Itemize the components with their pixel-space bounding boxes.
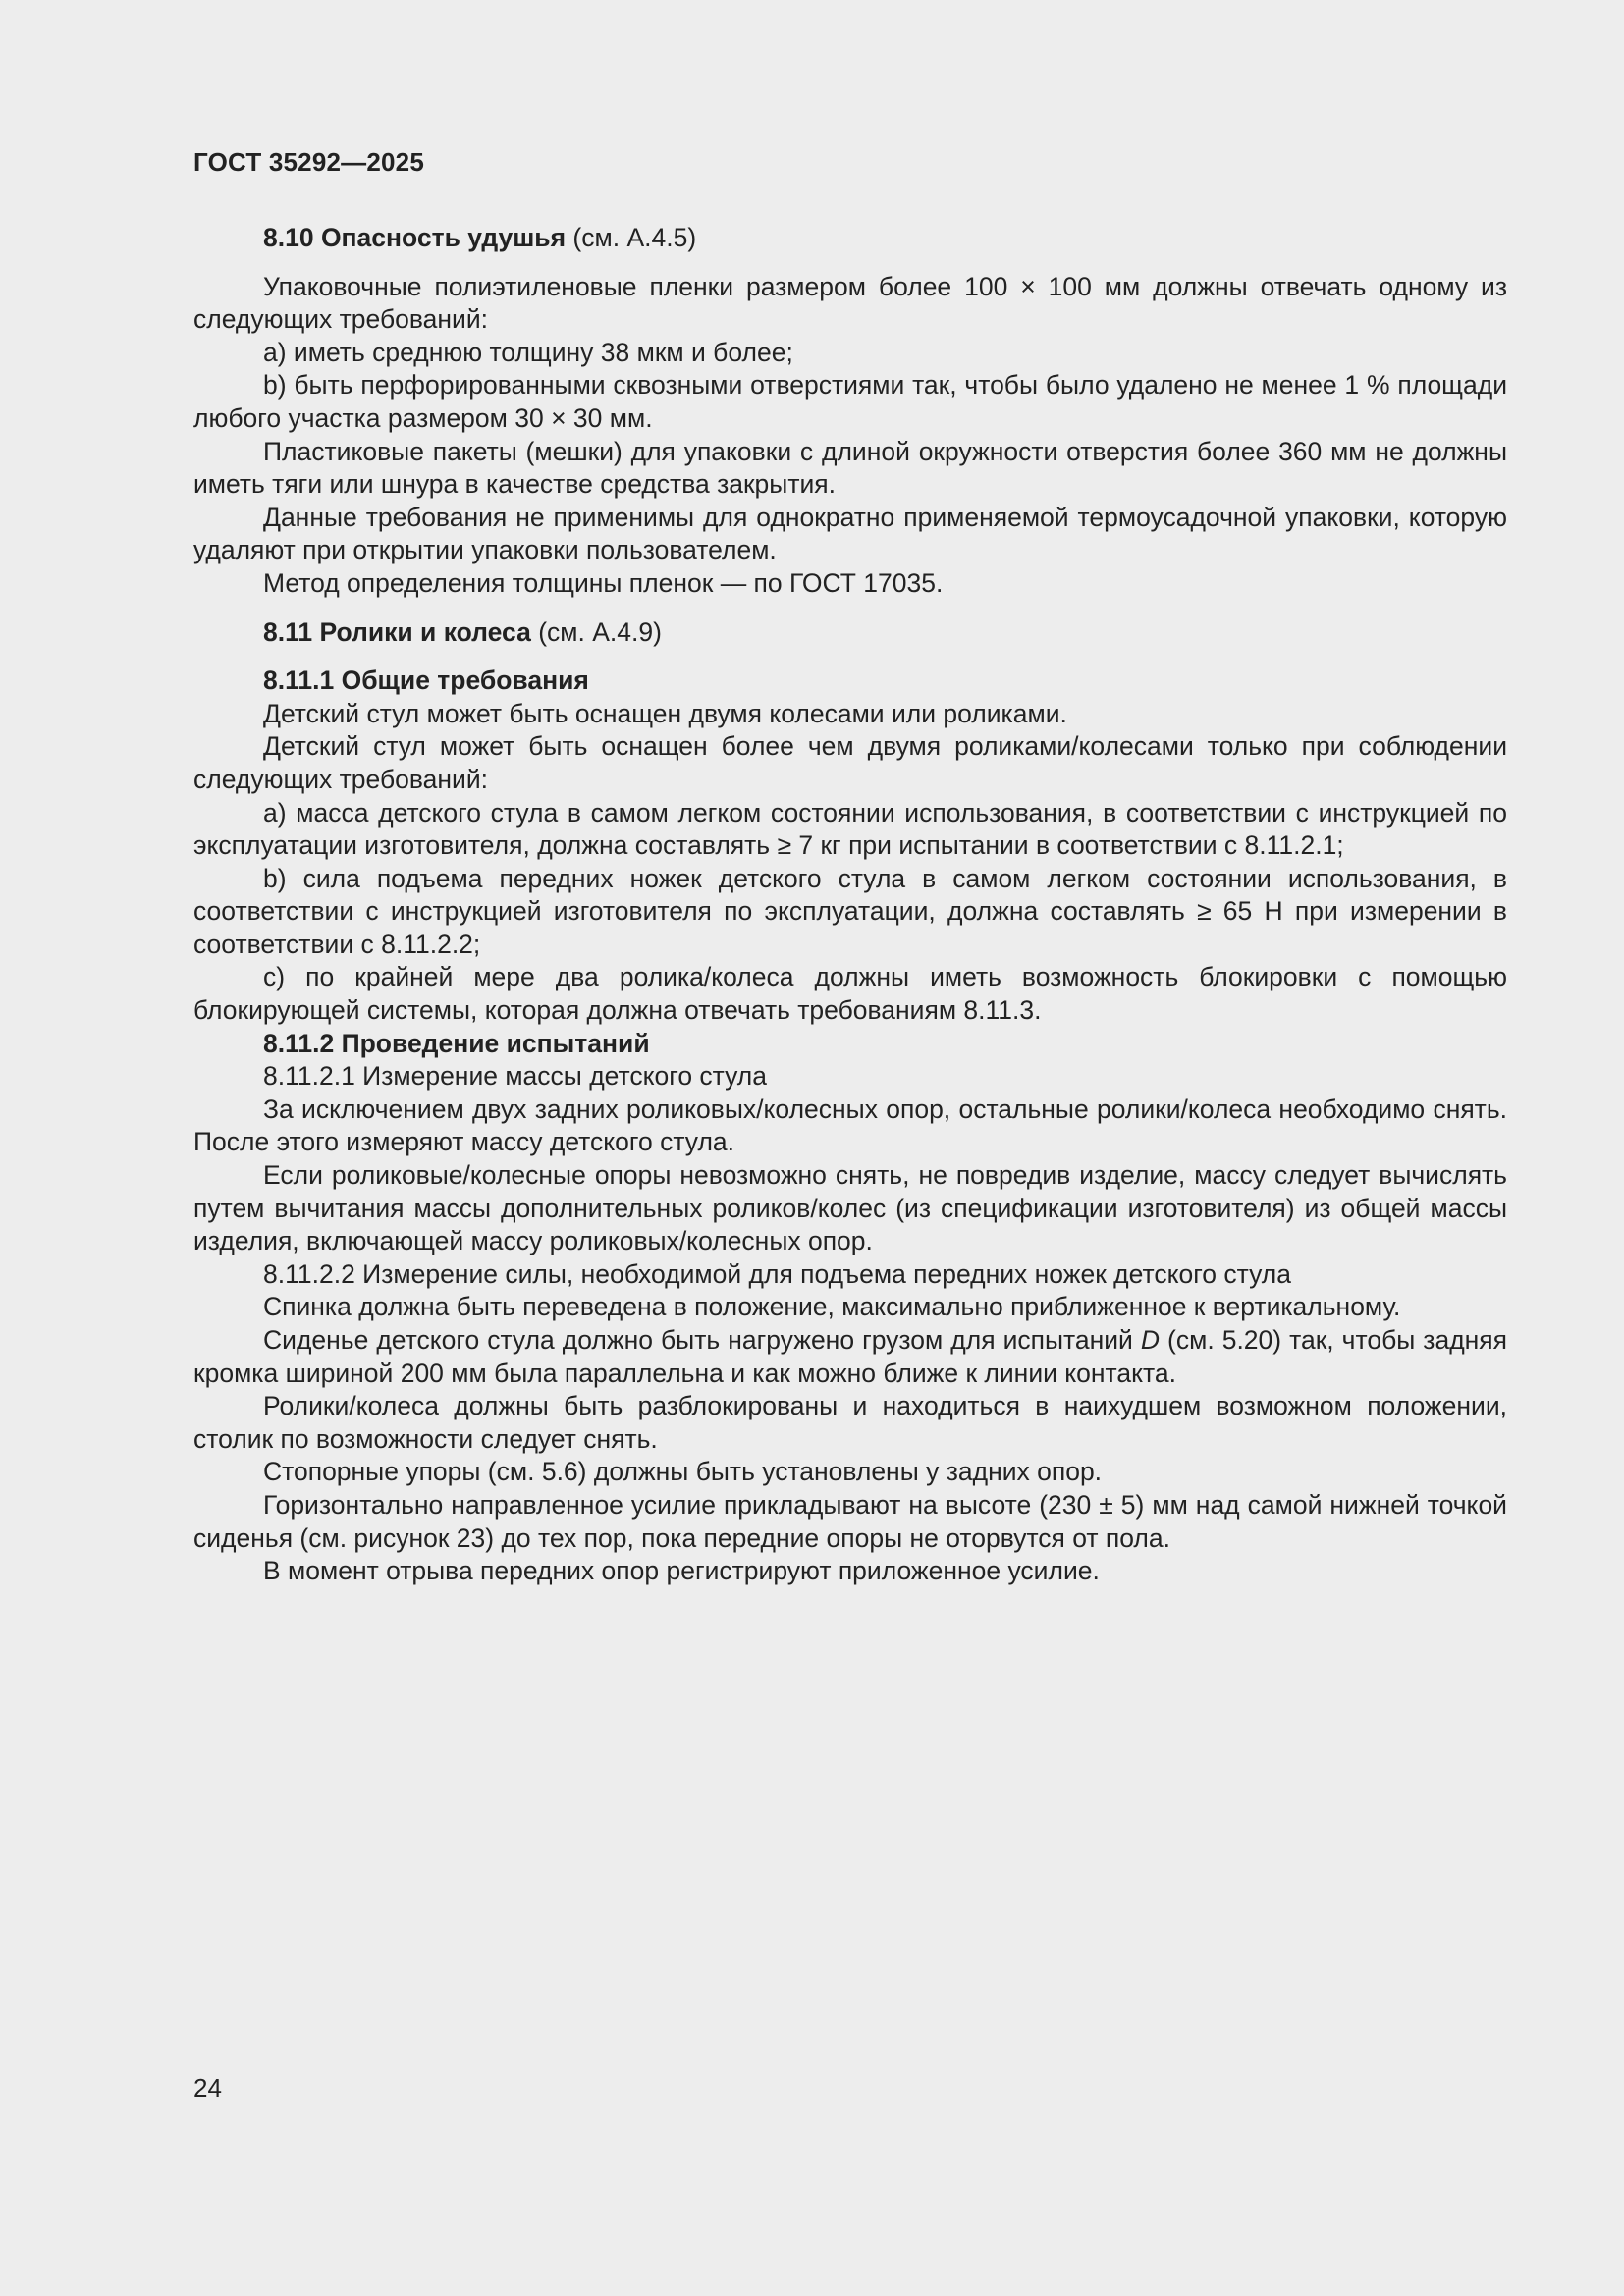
section-8-11-heading (193, 616, 1507, 650)
document-body (193, 222, 1507, 1588)
paragraph (193, 1324, 1507, 1390)
paragraph: Детский стул может быть оснащен более чем двумя роликами/колесами только при соблюдении следующих требований: (193, 731, 1507, 794)
paragraph-text: (см. 5.20) так, чтобы задняя кромка шириной 200 мм была параллельна и как можно ближе к линии контакта. (193, 1325, 1507, 1388)
section-8-10-title: 8.10 Опасность удушья (263, 223, 567, 252)
paragraph: За исключением двух задних роликовых/колесных опор, остальные ролики/колеса необходимо снять. После этого измеряют массу детского стула. (193, 1094, 1507, 1157)
document-header: ГОСТ 35292—2025 (193, 147, 424, 177)
paragraph: Пластиковые пакеты (мешки) для упаковки с длиной окружности отверстия более 360 мм не должны иметь тяги или шнура в качестве средства закрытия. (193, 436, 1507, 500)
subsection-8-11-2-1-heading: 8.11.2.1 Измерение массы детского стула (263, 1061, 767, 1092)
list-item-c: c) по крайней мере два ролика/колеса должны иметь возможность блокировки с помощью блокирующей системы, которая должна отвечать требованиям 8.11.3. (193, 962, 1507, 1026)
list-item-a: a) масса детского стула в самом легком состоянии использования, в соответствии с инструкцией по эксплуатации изготовителя, должна составлять ≥ 7 кг при испытании в соответствии с 8.11.2.1; (193, 797, 1507, 861)
subsection-8-11-2-heading: 8.11.2 Проведение испытаний (263, 1028, 650, 1058)
section-8-11-title: 8.11 Ролики и колеса (263, 616, 531, 647)
paragraph: Данные требования не применимы для однократно применяемой термоусадочной упаковки, которую удаляют при открытии упаковки пользователем. (193, 502, 1507, 565)
list-item-b: b) быть перфорированными сквозными отверстиями так, чтобы было удалено не менее 1 % площади любого участка размером 30 × 30 мм. (193, 370, 1507, 433)
page-number: 24 (193, 2073, 222, 2103)
paragraph-text: Сиденье детского стула должно быть нагружено грузом для испытаний (263, 1325, 1141, 1355)
subsection-8-11-2-2-heading: 8.11.2.2 Измерение силы, необходимой для подъема передних ножек детского стула (263, 1258, 1291, 1289)
paragraph: Спинка должна быть переведена в положение, максимально приближенное к вертикальному. (263, 1292, 1401, 1322)
paragraph: Стопорные упоры (см. 5.6) должны быть установлены у задних опор. (263, 1457, 1103, 1487)
section-8-10-ref: (см. А.4.5) (566, 223, 697, 252)
load-variable: D (1140, 1325, 1160, 1355)
list-item-b: b) сила подъема передних ножек детского стула в самом легком состоянии использования, в соответствии с инструкцией изготовителя по эксплуатации, должна составлять ≥ 65 Н при измерении в соответствии с 8.11.2.2; (193, 863, 1507, 959)
subsection-8-11-1-heading: 8.11.1 Общие требования (263, 666, 589, 696)
paragraph: Ролики/колеса должны быть разблокированы и находиться в наихудшем возможном положении, столик по возможности следует снять. (193, 1391, 1507, 1454)
section-8-11-ref: (см. А.4.9) (530, 616, 662, 647)
paragraph: Если роликовые/колесные опоры невозможно снять, не повредив изделие, массу следует вычислять путем вычитания массы дополнительных роликов/колес (из спецификации изготовителя) из общей массы изделия, включающей массу роликовых/колесных опор. (193, 1160, 1507, 1256)
paragraph: В момент отрыва передних опор регистрируют приложенное усилие. (263, 1556, 1100, 1586)
section-8-10-heading (193, 222, 1507, 255)
paragraph: Горизонтально направленное усилие прикладывают на высоте (230 ± 5) мм над самой нижней точкой сиденья (см. рисунок 23) до тех пор, пока передние опоры не оторвутся от пола. (193, 1489, 1507, 1553)
paragraph: Метод определения толщины пленок — по ГОСТ 17035. (263, 567, 944, 598)
paragraph: Упаковочные полиэтиленовые пленки размером более 100 × 100 мм должны отвечать одному из следующих требований: (193, 271, 1507, 335)
list-item-a: a) иметь среднюю толщину 38 мкм и более; (263, 337, 793, 367)
paragraph: Детский стул может быть оснащен двумя колесами или роликами. (263, 698, 1067, 728)
